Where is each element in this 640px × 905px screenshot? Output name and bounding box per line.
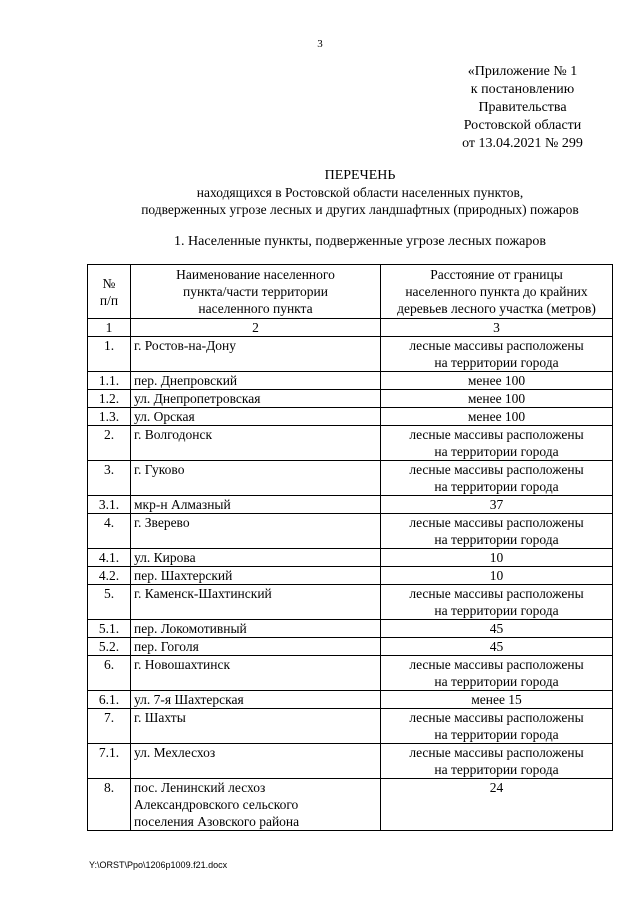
distance-value: [381, 585, 613, 620]
settlement-name-line: ул. Мехлесхоз: [134, 745, 216, 760]
column-number: 2: [131, 319, 381, 337]
settlement-name-line: пос. Ленинский лесхоз: [134, 780, 266, 795]
table-row: [88, 372, 613, 390]
section-title: 1. Населенные пункты, подверженные угрозе лесных пожаров: [174, 234, 546, 249]
distance-value: [381, 691, 613, 709]
distance-line: лесные массивы расположены: [409, 427, 584, 442]
table-row: [88, 709, 613, 744]
settlement-name: [131, 691, 381, 709]
row-number: 3.: [88, 461, 131, 496]
table-row: [88, 337, 613, 372]
header-col-number: № п/п: [88, 265, 131, 319]
title-heading: ПЕРЕЧЕНЬ: [324, 168, 396, 183]
settlement-name-line: пер. Днепровский: [134, 373, 238, 388]
settlement-name: [131, 408, 381, 426]
distance-value: [381, 656, 613, 691]
distance-line: лесные массивы расположены: [409, 338, 584, 353]
row-number: 5.: [88, 585, 131, 620]
settlement-name-line: ул. 7-я Шахтерская: [134, 692, 244, 707]
title-line: подверженных угрозе лесных и других ландшафтных (природных) пожаров: [141, 202, 579, 217]
distance-line: на территории города: [434, 727, 559, 742]
settlement-name: [131, 620, 381, 638]
distance-line: 45: [489, 621, 504, 636]
distance-line: на территории города: [434, 355, 559, 370]
row-number: 1.2.: [88, 390, 131, 408]
row-number: 4.1.: [88, 549, 131, 567]
appendix-line: «Приложение № 1: [467, 64, 578, 79]
row-number: 1.1.: [88, 372, 131, 390]
settlement-name-line: г. Зверево: [134, 515, 190, 530]
settlement-name-line: мкр-н Алмазный: [134, 497, 231, 512]
distance-line: 37: [489, 497, 504, 512]
row-number: 1.3.: [88, 408, 131, 426]
settlement-name: [131, 514, 381, 549]
distance-value: [381, 390, 613, 408]
settlement-name: [131, 585, 381, 620]
row-number: 2.: [88, 426, 131, 461]
distance-line: 45: [489, 639, 504, 654]
distance-line: на территории города: [434, 762, 559, 777]
row-number: 7.: [88, 709, 131, 744]
settlement-name-line: пер. Шахтерский: [134, 568, 233, 583]
column-number: 3: [381, 319, 613, 337]
settlement-name-line: г. Каменск-Шахтинский: [134, 586, 272, 601]
row-number: 1.: [88, 337, 131, 372]
distance-value: [381, 744, 613, 779]
appendix-line: Ростовской области: [463, 118, 582, 133]
settlement-name: [131, 549, 381, 567]
column-numbers-row: [88, 319, 613, 337]
table-row: [88, 426, 613, 461]
distance-value: [381, 461, 613, 496]
distance-line: менее 100: [467, 391, 526, 406]
settlement-name: [131, 567, 381, 585]
table-row: [88, 744, 613, 779]
row-number: 5.1.: [88, 620, 131, 638]
table-row: [88, 549, 613, 567]
distance-line: лесные массивы расположены: [409, 745, 584, 760]
table-row: [88, 496, 613, 514]
appendix-line: от 13.04.2021 № 299: [462, 136, 583, 151]
settlement-name: [131, 426, 381, 461]
table-row: [88, 408, 613, 426]
distance-line: менее 15: [471, 692, 522, 707]
settlement-name: [131, 744, 381, 779]
table-row: [88, 585, 613, 620]
settlement-name: [131, 461, 381, 496]
table-row: [88, 514, 613, 549]
settlement-name-line: пер. Гоголя: [134, 639, 199, 654]
row-number: 3.1.: [88, 496, 131, 514]
appendix-block: [400, 63, 640, 153]
settlement-name-line: г. Новошахтинск: [134, 657, 230, 672]
table-row: [88, 567, 613, 585]
table-row: [88, 638, 613, 656]
distance-line: лесные массивы расположены: [409, 586, 584, 601]
distance-line: на территории города: [434, 479, 559, 494]
table-body: [88, 265, 613, 831]
settlement-name: [131, 638, 381, 656]
distance-value: [381, 426, 613, 461]
settlement-name-line: г. Гуково: [134, 462, 185, 477]
distance-value: [381, 549, 613, 567]
settlement-name: [131, 779, 381, 831]
table-header-row: [88, 265, 613, 319]
header-col-name: Наименование населенного пункта/части территории населенного пункта: [131, 265, 381, 319]
settlements-table: [87, 264, 613, 831]
document-title: [40, 167, 640, 218]
distance-value: [381, 372, 613, 390]
row-number: 7.1.: [88, 744, 131, 779]
settlement-name-line: поселения Азовского района: [134, 814, 300, 829]
table-row: [88, 656, 613, 691]
distance-line: 10: [489, 568, 504, 583]
distance-value: [381, 337, 613, 372]
distance-line: менее 100: [467, 373, 526, 388]
distance-line: на территории города: [434, 603, 559, 618]
distance-line: лесные массивы расположены: [409, 462, 584, 477]
distance-line: 24: [489, 780, 504, 795]
title-line: находящихся в Ростовской области населенных пунктов,: [196, 185, 524, 200]
header-col-distance: Расстояние от границы населенного пункта до крайних деревьев лесного участка (метров): [381, 265, 613, 319]
settlement-name-line: г. Шахты: [134, 710, 186, 725]
table-row: [88, 390, 613, 408]
distance-value: [381, 514, 613, 549]
row-number: 8.: [88, 779, 131, 831]
row-number: 6.1.: [88, 691, 131, 709]
page-number: 3: [317, 38, 323, 50]
distance-value: [381, 638, 613, 656]
settlement-name-line: ул. Орская: [134, 409, 195, 424]
settlement-name-line: г. Волгодонск: [134, 427, 213, 442]
table-row: [88, 461, 613, 496]
settlement-name: [131, 390, 381, 408]
distance-line: менее 100: [467, 409, 526, 424]
distance-line: лесные массивы расположены: [409, 657, 584, 672]
distance-value: [381, 709, 613, 744]
distance-line: на территории города: [434, 532, 559, 547]
table-row: [88, 691, 613, 709]
settlement-name: [131, 496, 381, 514]
distance-line: 10: [489, 550, 504, 565]
distance-value: [381, 779, 613, 831]
settlement-name-line: пер. Локомотивный: [134, 621, 247, 636]
settlement-name: [131, 337, 381, 372]
column-number: 1: [88, 319, 131, 337]
row-number: 4.: [88, 514, 131, 549]
settlement-name-line: г. Ростов-на-Дону: [134, 338, 237, 353]
table-row: [88, 779, 613, 831]
file-path-footer: Y:\ORST\Ppo\1206p1009.f21.docx: [89, 860, 228, 870]
distance-line: лесные массивы расположены: [409, 515, 584, 530]
row-number: 6.: [88, 656, 131, 691]
distance-line: на территории города: [434, 674, 559, 689]
settlement-name: [131, 656, 381, 691]
appendix-line: Правительства: [478, 100, 567, 115]
settlement-name: [131, 709, 381, 744]
row-number: 5.2.: [88, 638, 131, 656]
distance-value: [381, 620, 613, 638]
row-number: 4.2.: [88, 567, 131, 585]
distance-value: [381, 496, 613, 514]
distance-value: [381, 567, 613, 585]
settlement-name-line: ул. Днепропетровская: [134, 391, 261, 406]
distance-value: [381, 408, 613, 426]
settlement-name-line: ул. Кирова: [134, 550, 196, 565]
distance-line: на территории города: [434, 444, 559, 459]
table-row: [88, 620, 613, 638]
settlement-name-line: Александровского сельского: [134, 797, 299, 812]
appendix-line: к постановлению: [470, 82, 575, 97]
distance-line: лесные массивы расположены: [409, 710, 584, 725]
settlement-name: [131, 372, 381, 390]
